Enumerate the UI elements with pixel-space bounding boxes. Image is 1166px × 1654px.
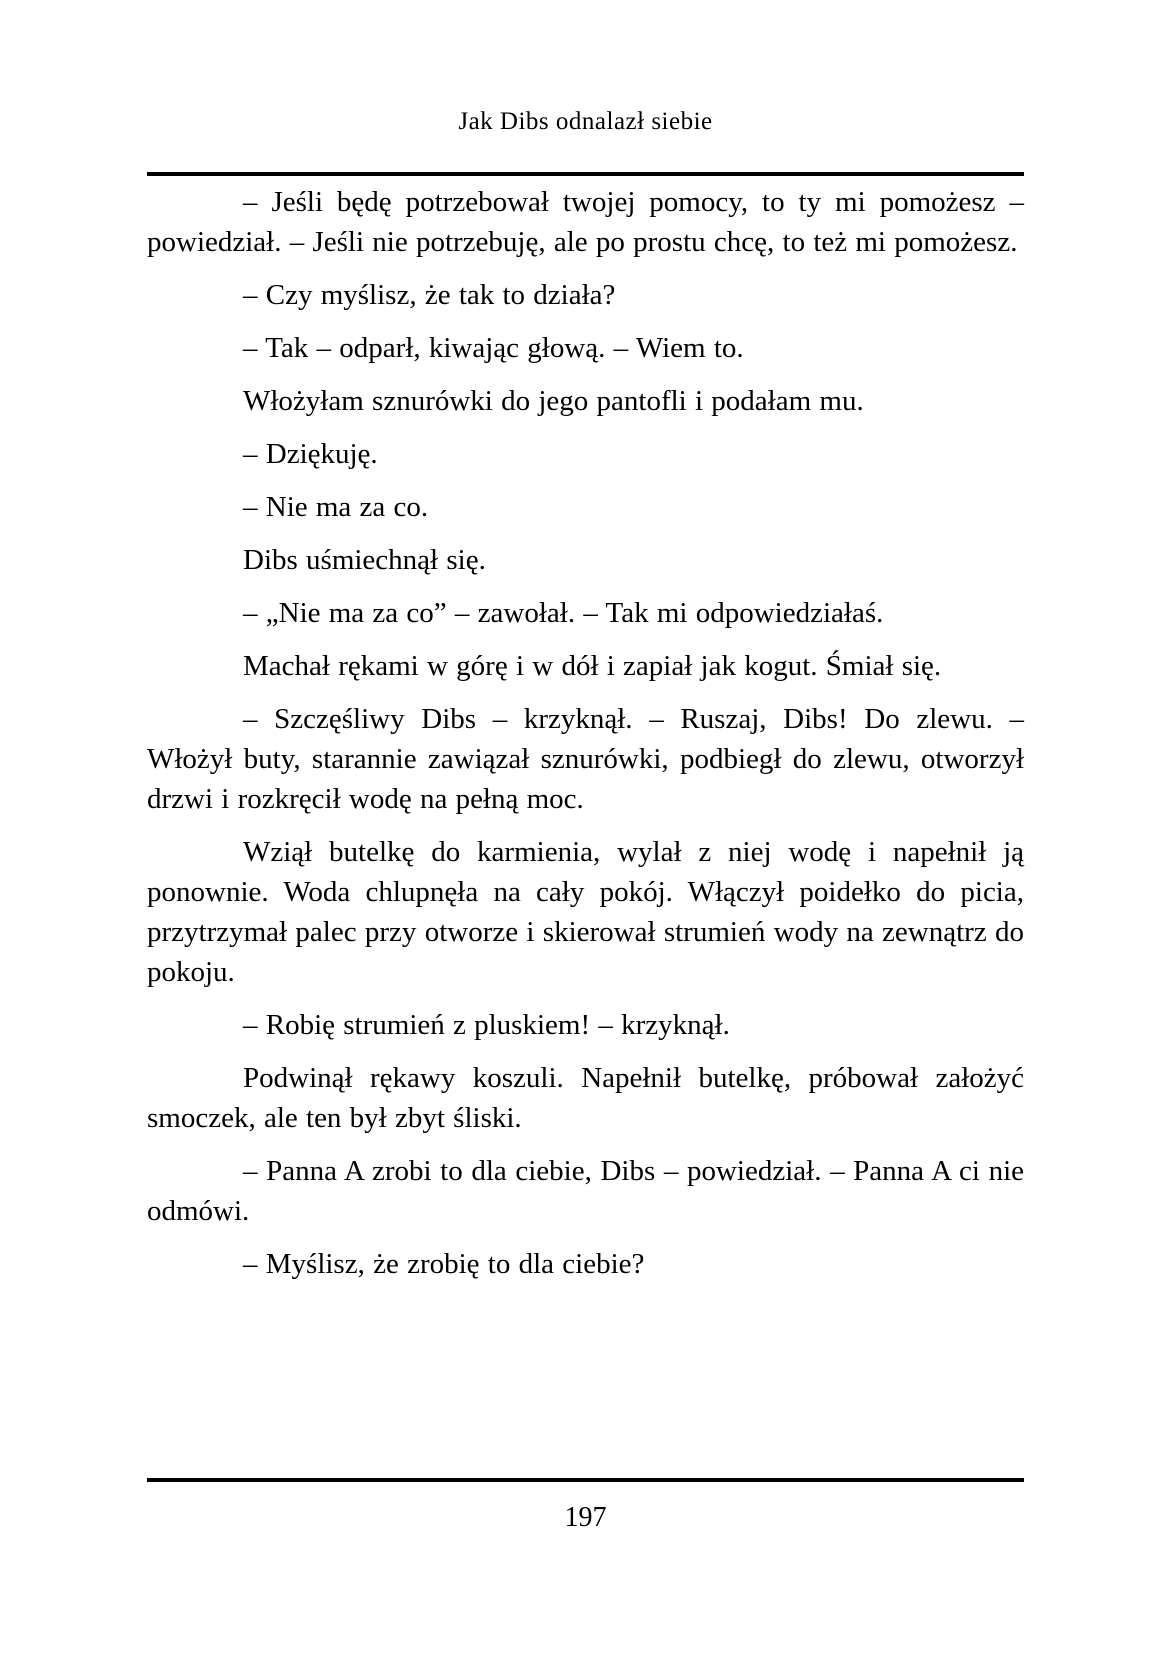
paragraph: Machał rękami w górę i w dół i zapiał jak kogut. Śmiał się. xyxy=(243,650,942,682)
paragraph: Wziął butelkę do karmienia, wylał z niej wodę i napełnił ją ponownie. Woda chlupnęła na cały pokój. Włączył poidełko do picia, przytrzymał palec przy otworze i skierował strumień wody na zewnątrz do pokoju. xyxy=(147,836,1024,988)
header-rule xyxy=(147,172,1024,176)
running-header-title: Jak Dibs odnalazł siebie xyxy=(458,108,713,135)
paragraph: – Czy myślisz, że tak to działa? xyxy=(243,279,616,311)
paragraph: – „Nie ma za co” – zawołał. – Tak mi odpowiedziałaś. xyxy=(243,597,884,629)
paragraph: – Jeśli będę potrzebował twojej pomocy, to ty mi pomożesz – powiedział. – Jeśli nie potrzebuję, ale po prostu chcę, to też mi pomożesz. xyxy=(147,186,1024,258)
paragraph: Włożyłam sznurówki do jego pantofli i podałam mu. xyxy=(243,385,864,417)
page-number: 197 xyxy=(564,1502,607,1533)
paragraph: Podwinął rękawy koszuli. Napełnił butelkę, próbował założyć smoczek, ale ten był zbyt śliski. xyxy=(147,1062,1024,1134)
paragraph: – Nie ma za co. xyxy=(243,491,429,523)
footer-rule xyxy=(147,1478,1024,1482)
paragraph: – Robię strumień z pluskiem! – krzyknął. xyxy=(243,1009,730,1041)
paragraph: – Dziękuję. xyxy=(243,438,378,470)
paragraph: Dibs uśmiechnął się. xyxy=(243,544,486,576)
paragraph: – Szczęśliwy Dibs – krzyknął. – Ruszaj, Dibs! Do zlewu. – Włożył buty, starannie zawiązał sznurówki, podbiegł do zlewu, otworzył drzwi i rozkręcił wodę na pełną moc. xyxy=(147,703,1024,815)
paragraph: – Panna A zrobi to dla ciebie, Dibs – powiedział. – Panna A ci nie odmówi. xyxy=(147,1155,1024,1227)
body-text xyxy=(147,182,1024,1284)
paragraph: – Tak – odparł, kiwając głową. – Wiem to. xyxy=(243,332,744,364)
paragraph: – Myślisz, że zrobię to dla ciebie? xyxy=(243,1248,645,1280)
